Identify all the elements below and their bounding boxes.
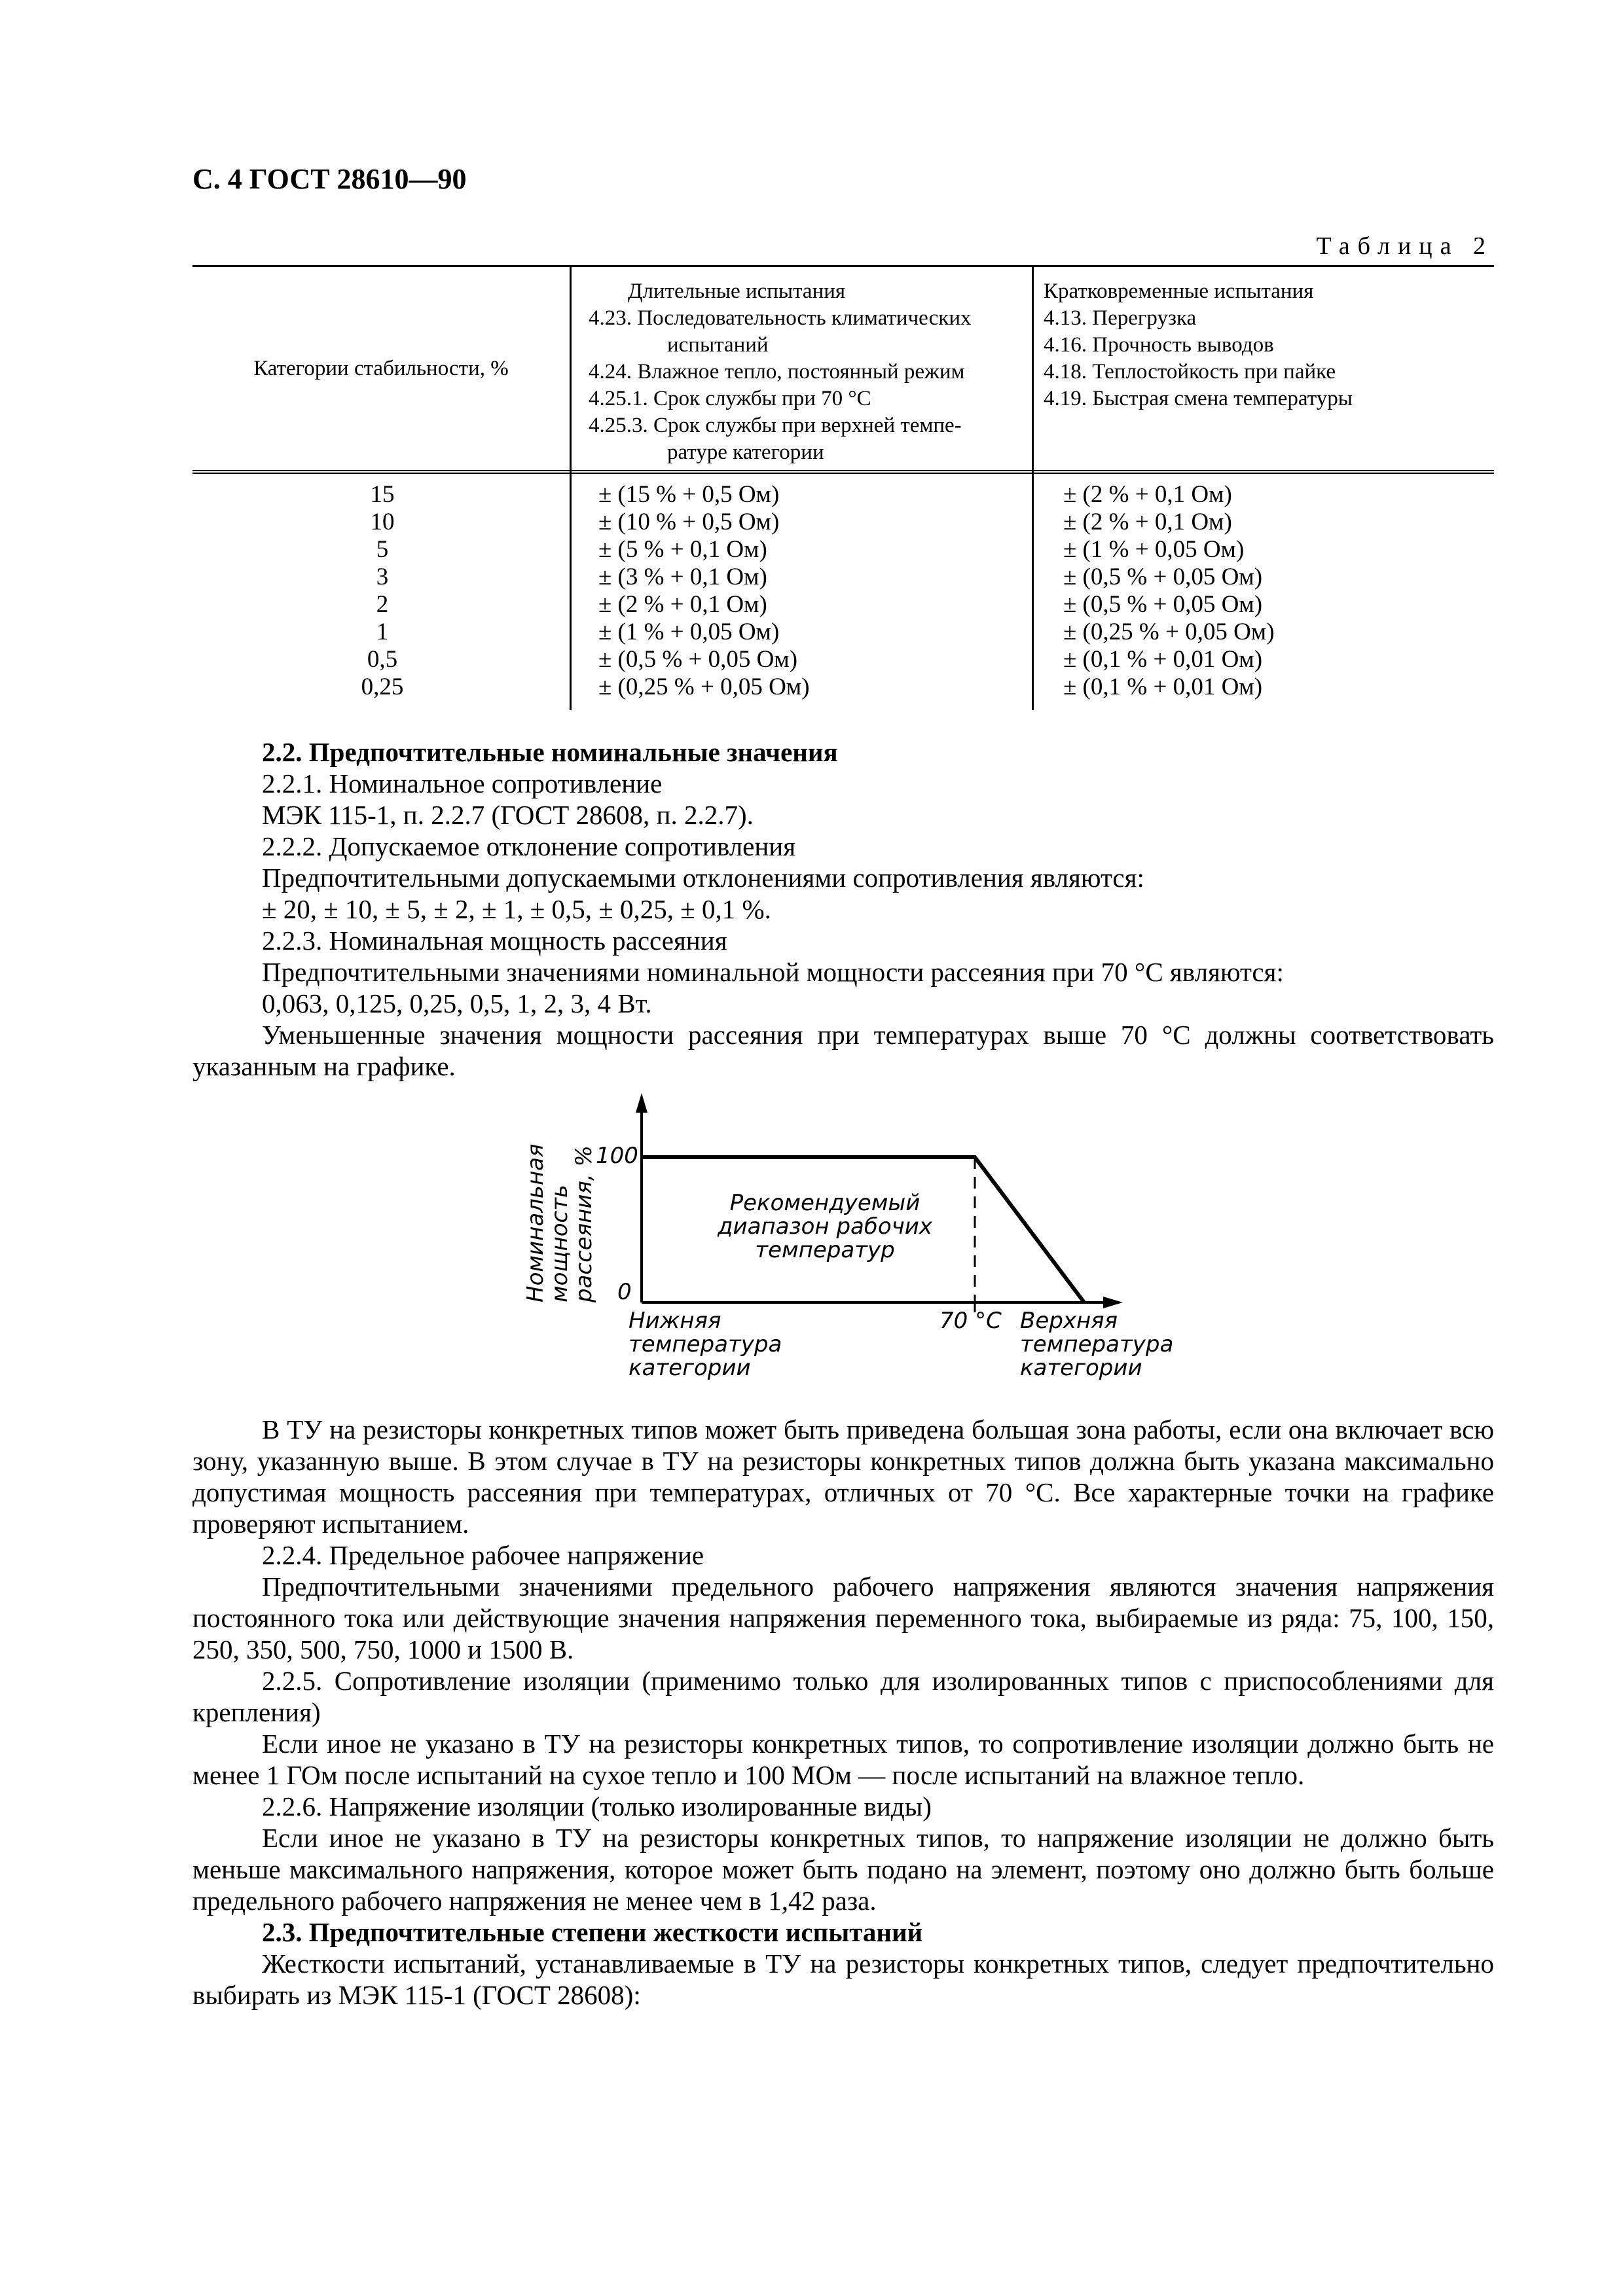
paragraph: Предпочтительными допускаемыми отклонениями сопротивления являются:	[262, 863, 1144, 893]
subsection-title: 2.2.1. Номинальное сопротивление	[262, 768, 663, 798]
cell-short: ± (0,25 % + 0,05 Ом)	[1063, 619, 1275, 645]
x-label-70c: 70 °С	[939, 1308, 1002, 1334]
x-label-upper-2: температура	[1020, 1331, 1174, 1357]
cell-category: 2	[376, 591, 389, 618]
col-header-long-item: 4.24. Влажное тепло, постоянный режим	[589, 360, 965, 384]
col-header-short-title: Кратковременные испытания	[1044, 279, 1314, 303]
subsection-title: 2.2.6. Напряжение изоляции (только изолированные виды)	[262, 1791, 932, 1821]
section-heading: 2.2. Предпочтительные номинальные значения	[262, 737, 838, 767]
x-label-lower-3: категории	[629, 1355, 751, 1381]
cell-long: ± (3 % + 0,1 Ом)	[598, 564, 767, 590]
table-row	[192, 591, 1494, 619]
cell-short: ± (0,5 % + 0,05 Ом)	[1063, 564, 1263, 590]
x-axis-arrow	[1103, 1297, 1123, 1308]
cell-long: ± (1 % + 0,05 Ом)	[598, 619, 780, 645]
cell-category: 15	[370, 481, 395, 508]
table-row	[192, 509, 1494, 536]
table-header-rule	[192, 470, 1494, 474]
cell-short: ± (0,1 % + 0,01 Ом)	[1063, 673, 1263, 700]
table-row	[192, 481, 1494, 509]
value-list: ± 20, ± 10, ± 5, ± 2, ± 1, ± 0,5, ± 0,25, ± 0,1 %.	[262, 894, 771, 924]
section-2-2	[192, 736, 1494, 1082]
cell-short: ± (0,1 % + 0,01 Ом)	[1063, 646, 1263, 673]
table-row	[192, 646, 1494, 673]
cell-long: ± (15 % + 0,5 Ом)	[598, 481, 780, 508]
x-label-upper-3: категории	[1020, 1355, 1142, 1381]
table-row	[192, 564, 1494, 591]
col-header-long-item: ратуре категории	[667, 440, 824, 464]
paragraph: Уменьшенные значения мощности рассеяния при температурах выше 70 °С должны соответствовать указанным на графике.	[192, 1020, 1494, 1081]
cell-short: ± (0,5 % + 0,05 Ом)	[1063, 591, 1263, 618]
col-header-long-item: 4.25.1. Срок службы при 70 °С	[589, 387, 871, 410]
x-label-lower-2: температура	[629, 1331, 782, 1357]
table-caption: Таблица 2	[1316, 232, 1493, 260]
col-header-long-tests	[589, 278, 1027, 466]
table-top-rule	[192, 265, 1494, 267]
paragraph: Если иное не указано в ТУ на резисторы конкретных типов, то напряжение изоляции не должно быть меньше максимального напряжения, которое может быть подано на элемент, поэтому оно должно быть больше предельного рабочего напряжения не менее чем в 1,42 раза.	[192, 1823, 1494, 1916]
paragraph: Предпочтительными значениями номинальной мощности рассеяния при 70 °С являются:	[262, 957, 1284, 987]
paragraph: МЭК 115-1, п. 2.2.7 (ГОСТ 28608, п. 2.2.7).	[262, 800, 754, 830]
table-row	[192, 673, 1494, 701]
y-tick-0: 0	[617, 1279, 632, 1305]
value-list: 0,063, 0,125, 0,25, 0,5, 1, 2, 3, 4 Вт.	[262, 988, 652, 1018]
y-axis-label-2: мощность	[547, 1184, 573, 1302]
cell-category: 5	[376, 536, 389, 563]
cell-short: ± (2 % + 0,1 Ом)	[1063, 481, 1232, 508]
paragraph: Жесткости испытаний, устанавливаемые в ТУ на резисторы конкретных типов, следует предпочтительно выбирать из МЭК 115-1 (ГОСТ 28608):	[192, 1948, 1494, 2010]
cell-category: 0,25	[361, 673, 404, 700]
power-derating-graph	[511, 1086, 1231, 1401]
subsection-title: 2.2.5. Сопротивление изоляции (применимо только для изолированных типов с приспособлениями для крепления)	[192, 1666, 1494, 1727]
cell-long: ± (5 % + 0,1 Ом)	[598, 536, 767, 563]
cell-category: 10	[370, 509, 395, 535]
col-header-short-item: 4.13. Перегрузка	[1044, 306, 1197, 330]
col-header-category: Категории стабильности, %	[253, 357, 509, 380]
y-axis-label-1: Номинальная	[522, 1143, 549, 1302]
region-label-3: температур	[755, 1237, 895, 1263]
col-header-long-item: 4.25.3. Срок службы при верхней темпе-	[589, 414, 962, 437]
col-header-short-item: 4.16. Прочность выводов	[1044, 333, 1274, 357]
y-axis-label-3: рассеяния, %	[571, 1145, 597, 1302]
subsection-title: 2.2.4. Предельное рабочее напряжение	[262, 1540, 704, 1570]
cell-category: 1	[376, 619, 389, 645]
x-label-lower-1: Нижняя	[629, 1308, 721, 1334]
region-label-2: диапазон рабочих	[718, 1213, 932, 1240]
page-header: С. 4 ГОСТ 28610—90	[192, 163, 467, 195]
subsection-title: 2.2.2. Допускаемое отклонение сопротивления	[262, 831, 796, 861]
cell-short: ± (1 % + 0,05 Ом)	[1063, 536, 1245, 563]
after-graph-text	[192, 1414, 1494, 2011]
table-row	[192, 536, 1494, 564]
cell-category: 3	[376, 564, 389, 590]
paragraph: Предпочтительными значениями предельного рабочего напряжения являются значения напряжения постоянного тока или действующие значения напряжения переменного тока, выбираемые из ряда: 75, 100, 150, 250, 350, 500, 750, 1000 и 1500 В.	[192, 1571, 1494, 1664]
cell-long: ± (10 % + 0,5 Ом)	[598, 509, 780, 535]
cell-short: ± (2 % + 0,1 Ом)	[1063, 509, 1232, 535]
table-body	[192, 481, 1494, 701]
y-tick-100: 100	[596, 1143, 638, 1169]
y-axis-arrow	[636, 1093, 647, 1113]
cell-long: ± (0,25 % + 0,05 Ом)	[598, 673, 810, 700]
table-row	[192, 619, 1494, 646]
col-header-short-item: 4.18. Теплостойкость при пайке	[1044, 360, 1336, 384]
col-header-long-item: 4.23. Последовательность климатических	[589, 306, 972, 330]
col-header-long-title: Длительные испытания	[628, 279, 846, 303]
subsection-title: 2.2.3. Номинальная мощность рассеяния	[262, 925, 727, 956]
cell-long: ± (0,5 % + 0,05 Ом)	[598, 646, 798, 673]
col-header-short-item: 4.19. Быстрая смена температуры	[1044, 387, 1353, 410]
cell-long: ± (2 % + 0,1 Ом)	[598, 591, 767, 618]
cell-category: 0,5	[367, 646, 398, 673]
paragraph: В ТУ на резисторы конкретных типов может быть приведена большая зона работы, если она включает всю зону, указанную выше. В этом случае в ТУ на резисторы конкретных типов должна быть указана максимально допустимая мощность рассеяния при температурах, отличных от 70 °С. Все характерные точки на графике проверяют испытанием.	[192, 1414, 1494, 1539]
col-header-short-tests	[1044, 278, 1482, 412]
section-heading: 2.3. Предпочтительные степени жесткости испытаний	[262, 1917, 923, 1947]
col-header-long-item: испытаний	[667, 333, 769, 357]
x-label-upper-1: Верхняя	[1020, 1308, 1118, 1334]
region-label-1: Рекомендуемый	[729, 1190, 921, 1216]
paragraph: Если иное не указано в ТУ на резисторы конкретных типов, то сопротивление изоляции должно быть не менее 1 ГОм после испытаний на сухое тепло и 100 МОм — после испытаний на влажное тепло.	[192, 1729, 1494, 1790]
